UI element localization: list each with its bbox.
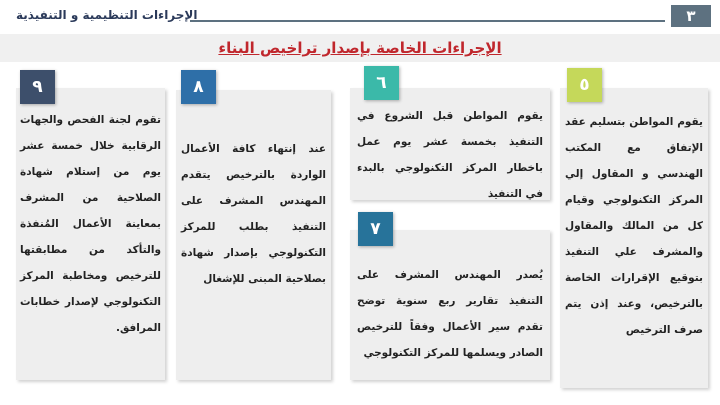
step-text-6: يقوم المواطن قبل الشروع في التنفيذ بخمسة عشر يوم عمل باخطار المركز التكنولوجي بالبدء في التنفيذ [357,110,543,200]
step-badge-5: ٥ [567,68,602,102]
step-text-9: تقوم لجنة الفحص والجهات الرقابية خلال خمسة عشر يوم من إستلام شهادة الصلاحية من المشرف بمعاينة الأعمال المُنفذة والتأكد من مطابقتها للترخيص ومخاطبة المركز التكنولوجي لإصدار خطابات المرافق. [20,114,161,334]
step-badge-9: ٩ [20,70,55,104]
step-badge-8: ٨ [181,70,216,104]
page-title: الإجراءات الخاصة بإصدار تراخيص البناء [218,39,502,57]
step-text-7: يُصدر المهندس المشرف على التنفيذ تقارير ربع سنوية توضح تقدم سير الأعمال وفقاً للترخيص الصادر ويسلمها للمركز التكنولوجي [357,269,543,359]
step-text-8: عند إنتهاء كافة الأعمال الواردة بالترخيص يتقدم المهندس المشرف على التنفيذ بطلب للمركز التكنولوجي بإصدار شهادة بصلاحية المبنى للإشغال [181,143,326,285]
section-title: الإجراءات التنظيمية و التنفيذية [16,8,198,22]
step-text-5: يقوم المواطن بتسليم عقد الإتفاق مع المكتب الهندسي و المقاول إلي المركز التكنولوجي وقيام كل من المالك والمقاول والمشرف علي التنفيذ بتوقيع الإقرارات الخاصة بالترخيص، وعند إذن يتم صرف الترخيص [565,116,703,336]
step-badge-7: ٧ [358,212,393,246]
header-divider [190,20,665,22]
slide-number: ٣ [671,5,711,27]
step-badge-6: ٦ [364,66,399,100]
